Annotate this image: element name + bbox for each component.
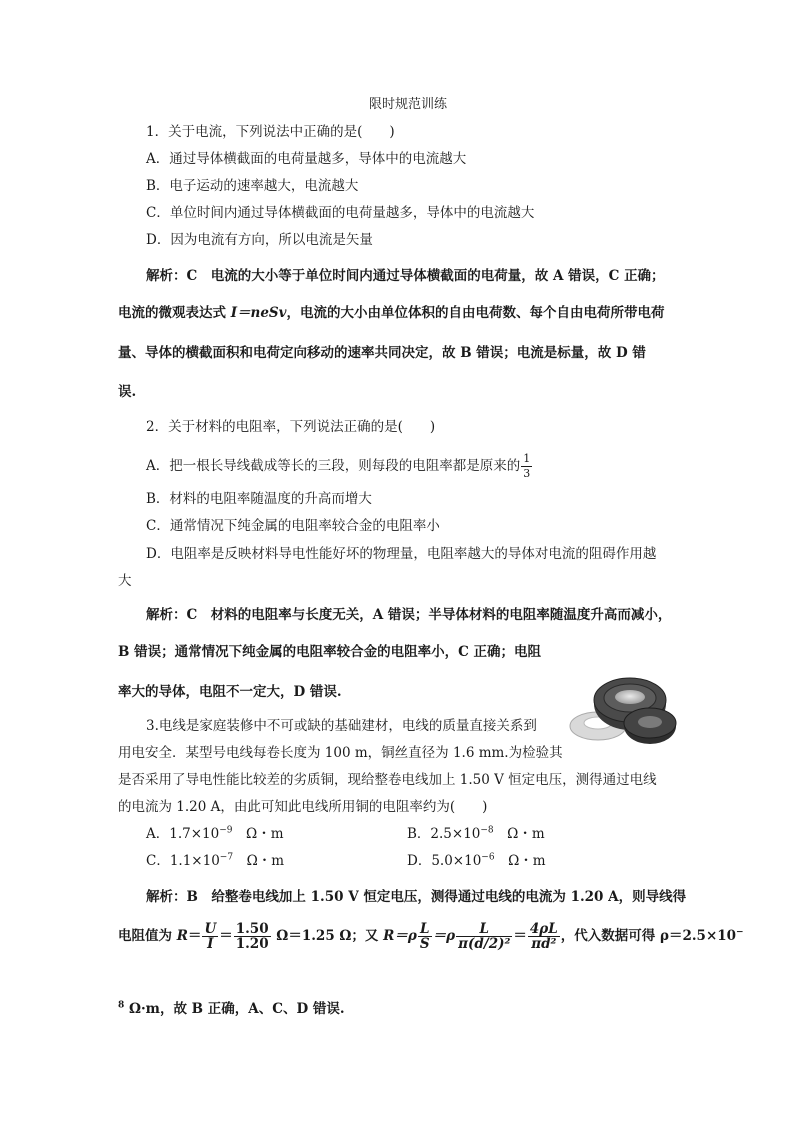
wire-coil-image <box>568 668 678 750</box>
q3-answer-line3 <box>118 1000 345 1018</box>
q3-stem-line3: 是否采用了导电性能比较差的劣质铜，现给整卷电线加上 1.50 V 恒定电压，测得通过电线 <box>118 772 657 788</box>
q2-answer-line3: 率大的导体，电阻不一定大，D 错误. <box>118 684 342 700</box>
q2-answer-line1: 解析：C 材料的电阻率与长度无关，A 错误；半导体材料的电阻率随温度升高而减小， <box>146 607 672 623</box>
q3-option-a-unit: Ω・m <box>232 826 284 842</box>
q2-option-d-line2: 大 <box>118 573 132 589</box>
q3-answer-mid: Ω＝1.25 Ω；又 <box>271 928 384 944</box>
q3-answer-line1: 解析：B 给整卷电线加上 1.50 V 恒定电压，测得通过电线的电流为 1.20 A，则导线得 <box>146 889 687 905</box>
q3-option-b-unit: Ω・m <box>493 826 545 842</box>
q3-option-d <box>407 852 546 870</box>
page-title: 限时规范训练 <box>369 97 448 112</box>
q1-answer-line3: 量、导体的横截面积和电荷定向移动的速率共同决定，故 B 错误；电流是标量，故 D 错 <box>118 345 646 361</box>
q3-option-b-value: B．2.5×10 <box>407 826 481 842</box>
q1-option-c: C．单位时间内通过导体横截面的电荷量越多，导体中的电流越大 <box>146 205 535 221</box>
q1-answer-line1: 解析：C 电流的大小等于单位时间内通过导体横截面的电荷量，故 A 错误，C 正确； <box>146 268 665 284</box>
q3-equals-3: ＝ <box>513 928 527 944</box>
q3-option-d-exponent: −6 <box>481 852 495 863</box>
q2-option-c: C．通常情况下纯金属的电阻率较合金的电阻率小 <box>146 518 440 534</box>
q3-resistivity-formula: R＝ρ <box>383 928 417 944</box>
q3-option-a-exponent: −9 <box>219 825 233 836</box>
q3-answer-result: ，代入数据可得 ρ＝2.5×10 <box>560 928 737 944</box>
q3-frac-i: I <box>207 936 214 952</box>
q2-fraction-denominator: 3 <box>523 467 531 480</box>
q1-answer-line2-pre: 电流的微观表达式 <box>118 305 231 321</box>
q2-option-a <box>146 452 533 481</box>
q3-answer-exponent-digit: 8 <box>118 1000 125 1011</box>
q3-stem-line4: 的电流为 1.20 A，由此可知此电线所用铜的电阻率约为( ) <box>118 799 488 815</box>
q3-answer-line2-pre: 电阻值为 <box>118 928 177 944</box>
q3-answer-line2 <box>118 922 744 951</box>
q3-option-d-value: D．5.0×10 <box>407 853 482 869</box>
q2-option-d-line1: D．电阻率是反映材料导电性能好坏的物理量，电阻率越大的导体对电流的阻碍作用越 <box>146 546 657 562</box>
q1-answer-line2-post: ，电流的大小由单位体积的自由电荷数、每个自由电荷所带电荷 <box>286 305 665 321</box>
q3-option-c <box>146 852 284 870</box>
q2-stem: 2．关于材料的电阻率，下列说法正确的是( ) <box>146 419 436 435</box>
q1-option-d: D．因为电流有方向，所以电流是矢量 <box>146 232 373 248</box>
q3-option-c-unit: Ω・m <box>233 853 285 869</box>
q3-option-d-unit: Ω・m <box>494 853 546 869</box>
q2-fraction-numerator: 1 <box>523 452 531 465</box>
q3-frac-s: S <box>419 936 430 952</box>
q3-rho: ＝ρ <box>432 928 456 944</box>
q3-option-b-exponent: −8 <box>480 825 494 836</box>
q3-frac-4rhol: 4ρL <box>529 921 558 937</box>
q1-current-formula: I＝neSv <box>230 305 287 321</box>
q3-frac-voltage: 1.50 <box>235 921 269 937</box>
q3-answer-conclusion: Ω·m，故 B 正确，A、C、D 错误. <box>124 1001 345 1017</box>
q3-option-c-value: C．1.1×10 <box>146 853 220 869</box>
q3-option-a <box>146 825 284 843</box>
q1-answer-line4: 误. <box>118 384 137 400</box>
q3-frac-l: L <box>418 922 432 937</box>
q3-frac-current: 1.20 <box>235 936 269 952</box>
q3-frac-l2: L <box>456 922 512 937</box>
q1-option-b: B．电子运动的速率越大，电流越大 <box>146 178 359 194</box>
q3-answer-exponent-sign: − <box>736 927 744 938</box>
q3-stem-line1: 3.电线是家庭装修中不可或缺的基础建材，电线的质量直接关系到 <box>146 718 537 734</box>
q2-answer-line2: B 错误；通常情况下纯金属的电阻率较合金的电阻率小，C 正确；电阻 <box>118 644 542 660</box>
q3-frac-pid2: πd² <box>531 936 557 952</box>
q3-stem-line2: 用电安全．某型号电线每卷长度为 100 m，铜丝直径为 1.6 mm.为检验其 <box>118 745 563 761</box>
q3-frac-area: π(d/2)² <box>458 936 511 952</box>
q2-option-b: B．材料的电阻率随温度的升高而增大 <box>146 491 372 507</box>
q3-frac-u: U <box>204 921 217 937</box>
q3-equals-1: ＝ <box>187 928 202 944</box>
q3-resistance-symbol: R <box>176 928 188 944</box>
q1-stem: 1．关于电流，下列说法中正确的是( ) <box>146 124 395 140</box>
q1-option-a: A．通过导体横截面的电荷量越多，导体中的电流越大 <box>146 151 467 167</box>
q3-option-b <box>407 825 545 843</box>
q3-option-c-exponent: −7 <box>219 852 234 863</box>
q3-option-a-value: A．1.7×10 <box>146 826 220 842</box>
q3-equals-2: ＝ <box>219 928 233 944</box>
q1-answer-line2 <box>118 304 665 322</box>
q2-option-a-text: A．把一根长导线截成等长的三段，则每段的电阻率都是原来的 <box>146 458 521 474</box>
